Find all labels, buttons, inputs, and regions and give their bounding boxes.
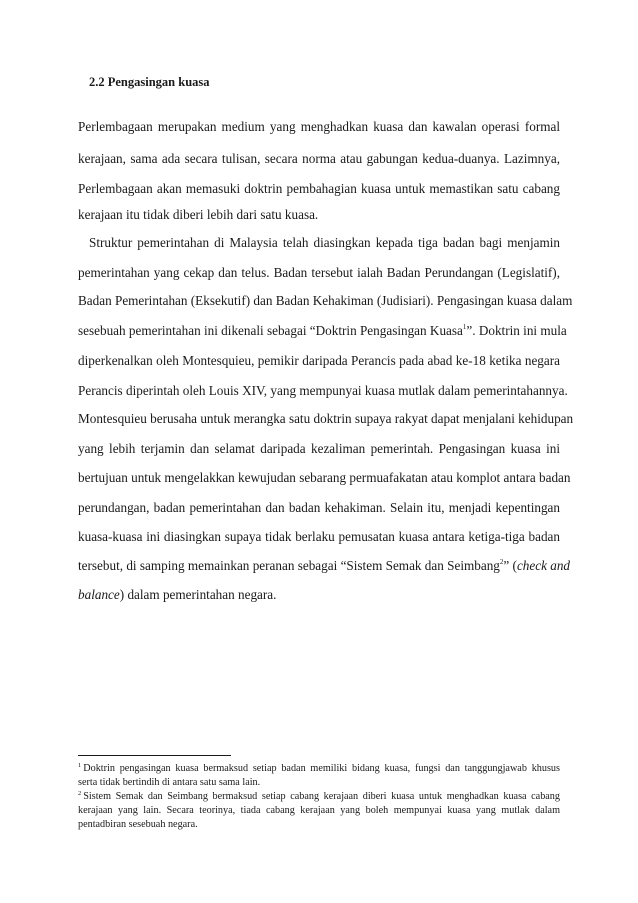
- paragraph-line: [78, 322, 567, 340]
- footnote-text: Sistem Semak dan Seimbang bermaksud setiap cabang kerajaan diberi kuasa untuk menghadkan kuasa cabang: [83, 791, 560, 802]
- line-text: ” (: [503, 558, 517, 573]
- footnote-divider: [78, 755, 231, 756]
- paragraph-line: pemerintahan yang cekap dan telus. Badan tersebut ialah Badan Perundangan (Legislatif),: [78, 265, 560, 280]
- paragraph-line: diperkenalkan oleh Montesquieu, pemikir daripada Perancis pada abad ke-18 ketika negara: [78, 353, 560, 368]
- footnote-marker: 1: [78, 762, 82, 769]
- footnote-line: pentadbiran sesebuah negara.: [78, 819, 198, 830]
- line-text-italic: check and: [516, 558, 571, 573]
- paragraph-line: Perlembagaan akan memasuki doktrin pembahagian kuasa untuk memastikan satu cabang: [78, 181, 560, 196]
- paragraph-line: bertujuan untuk mengelakkan kewujudan sebarang permuafakatan atau komplot antara badan: [78, 470, 571, 485]
- footnote-ref[interactable]: 1: [462, 323, 467, 331]
- footnote-text: Doktrin pengasingan kuasa bermaksud setiap badan memiliki bidang kuasa, fungsi dan tanggungjawab khusus: [83, 763, 560, 774]
- paragraph-line: Badan Pemerintahan (Eksekutif) dan Badan Kehakiman (Judisiari). Pengasingan kuasa dalam: [78, 293, 573, 308]
- line-text: ”. Doktrin ini mula: [466, 323, 567, 338]
- section-heading: 2.2 Pengasingan kuasa: [89, 75, 210, 89]
- footnote-line: [78, 790, 560, 804]
- footnote-marker: 2: [78, 790, 82, 797]
- paragraph-line: [78, 557, 571, 575]
- paragraph-line: kerajaan itu tidak diberi lebih dari satu kuasa.: [78, 207, 319, 222]
- paragraph-line: kerajaan, sama ada secara tulisan, secara norma atau gabungan kedua-duanya. Lazimnya,: [78, 151, 560, 166]
- paragraph-line: [78, 586, 560, 604]
- paragraph-line: perundangan, badan pemerintahan dan badan kehakiman. Selain itu, menjadi kepentingan: [78, 500, 560, 515]
- paragraph-line: Struktur pemerintahan di Malaysia telah diasingkan kepada tiga badan bagi menjamin: [89, 235, 560, 250]
- line-text: tersebut, di samping memainkan peranan sebagai “Sistem Semak dan Seimbang: [78, 558, 500, 573]
- paragraph-line: Perlembagaan merupakan medium yang menghadkan kuasa dan kawalan operasi formal: [78, 119, 560, 134]
- line-text: sesebuah pemerintahan ini dikenali sebagai “Doktrin Pengasingan Kuasa: [78, 323, 463, 338]
- footnote-line: [78, 762, 560, 776]
- footnote-line: kerajaan yang lain. Secara teorinya, tiada cabang kerajaan yang boleh mempunyai kuasa yang mutlak dalam: [78, 805, 560, 816]
- paragraph-line: yang lebih terjamin dan selamat daripada kezaliman pemerintah. Pengasingan kuasa ini: [78, 441, 560, 456]
- paragraph-line: Montesquieu berusaha untuk merangka satu doktrin supaya rakyat dapat menjalani kehidupan: [78, 411, 574, 426]
- line-text: ) dalam pemerintahan negara.: [119, 587, 277, 602]
- line-text-italic: balance: [78, 587, 120, 602]
- footnote-line: serta tidak bertindih di antara satu sama lain.: [78, 777, 261, 788]
- paragraph-line: Perancis diperintah oleh Louis XIV, yang mempunyai kuasa mutlak dalam pemerintahannya.: [78, 383, 568, 398]
- footnote-ref[interactable]: 2: [499, 558, 504, 566]
- paragraph-line: kuasa-kuasa ini diasingkan supaya tidak berlaku pemusatan kuasa antara ketiga-tiga badan: [78, 529, 560, 544]
